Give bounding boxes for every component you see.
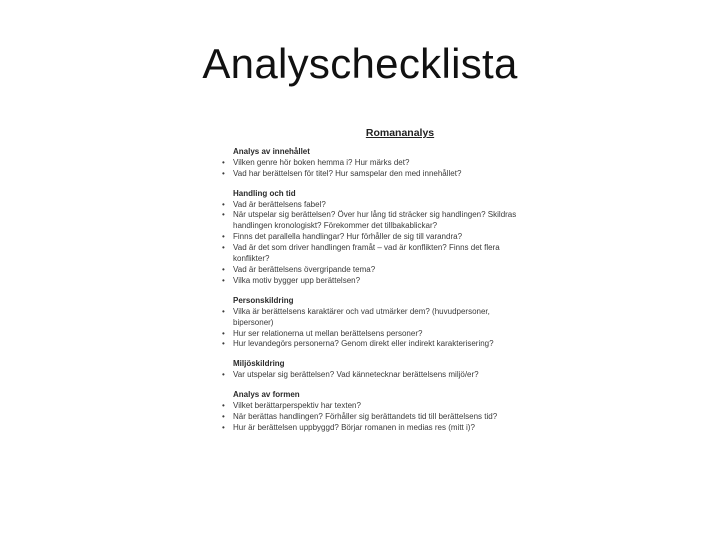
checklist: [220, 200, 520, 287]
checklist-item: • Vilken genre hör boken hemma i? Hur märks det?: [220, 158, 520, 169]
section-formen: [220, 390, 520, 434]
checklist-item: • Vad är det som driver handlingen framåt – vad är konflikten? Finns det flera konflikter?: [220, 243, 520, 265]
checklist-item: • Vad har berättelsen för titel? Hur samspelar den med innehållet?: [220, 169, 520, 180]
checklist-item: • Vilka är berättelsens karaktärer och vad utmärker dem? (huvudpersoner, bipersoner): [220, 307, 520, 329]
section-personskildring: [220, 296, 520, 351]
checklist-item: • Hur ser relationerna ut mellan berättelsens personer?: [220, 329, 520, 340]
document-title: Romananalys: [365, 127, 435, 139]
checklist: [220, 401, 520, 434]
section-heading: Personskildring: [233, 295, 294, 305]
section-innehallet: [220, 147, 520, 180]
section-handling: [220, 189, 520, 287]
section-heading: Miljöskildring: [233, 359, 285, 369]
section-heading: Analys av formen: [233, 390, 300, 400]
checklist-item: • Vilka motiv bygger upp berättelsen?: [220, 276, 520, 287]
section-heading: Analys av innehållet: [233, 146, 310, 156]
slide-title: Analyschecklista: [202, 40, 518, 87]
checklist-item: • Hur levandegörs personerna? Genom direkt eller indirekt karakterisering?: [220, 339, 520, 350]
checklist-item: • Var utspelar sig berättelsen? Vad kännetecknar berättelsens miljö/er?: [220, 370, 520, 381]
checklist-item: • Finns det parallella handlingar? Hur förhåller de sig till varandra?: [220, 232, 520, 243]
checklist-item: • När utspelar sig berättelsen? Över hur lång tid sträcker sig handlingen? Skildras handlingen kronologiskt? Förekommer det tillbakablickar?: [220, 210, 520, 232]
checklist: [220, 158, 520, 180]
checklist: [220, 307, 520, 351]
section-heading: Handling och tid: [233, 188, 296, 198]
checklist-item: • Vilket berättarperspektiv har texten?: [220, 401, 520, 412]
checklist-item: • Vad är berättelsens övergripande tema?: [220, 265, 520, 276]
checklist: [220, 370, 520, 381]
document-image: [220, 128, 520, 443]
checklist-item: • Vad är berättelsens fabel?: [220, 200, 520, 211]
section-miljoskildring: [220, 359, 520, 381]
checklist-item: • Hur är berättelsen uppbyggd? Börjar romanen in medias res (mitt i)?: [220, 423, 520, 434]
checklist-item: • När berättas handlingen? Förhåller sig berättandets tid till berättelsens tid?: [220, 412, 520, 423]
